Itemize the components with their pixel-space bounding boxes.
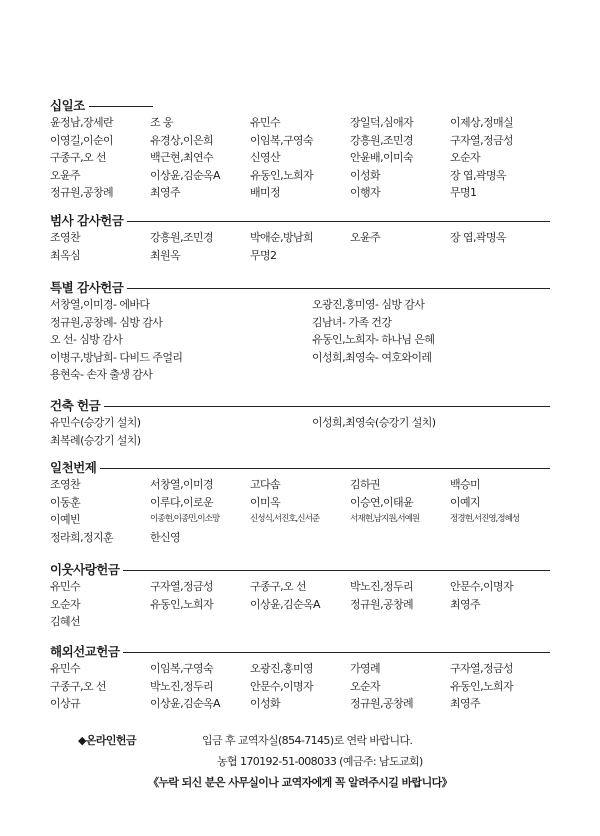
dedication-item: 최복례(승강기 설치) [50, 433, 141, 447]
name-cell: 무명1 [450, 186, 477, 199]
name-cell: 이행자 [350, 186, 381, 199]
name-cell: 정경현,서진영,정혜성 [450, 514, 520, 524]
name-grid [50, 578, 550, 631]
dedication-item: 서창열,이미경- 에바다 [50, 298, 150, 311]
title-rule [100, 468, 550, 469]
section-title: 특별 감사헌금 [50, 278, 550, 296]
name-cell: 유동인,노희자 [150, 597, 214, 611]
name-cell: 구자열,정금성 [150, 580, 214, 593]
name-cell: 이성화 [250, 697, 281, 710]
section-title: 건축 헌금 [50, 396, 550, 414]
omission-notice: 《누락 되신 분은 사무실이나 교역자에게 꼭 알려주시길 바랍니다》 [147, 776, 453, 789]
name-cell: 오윤주 [50, 168, 81, 182]
name-cell: 이종현,이종민,이소망 [150, 514, 220, 524]
name-cell: 강흥원,조민경 [350, 133, 414, 147]
name-cell: 박애순,방남희 [250, 231, 314, 244]
dedication-item: 이성희,최영숙- 여호와이레 [312, 350, 432, 364]
title-rule [123, 652, 550, 653]
name-cell: 윤정남,장세란 [50, 116, 114, 129]
name-cell: 이영길,이순이 [50, 133, 114, 147]
name-cell: 오순자 [50, 597, 81, 611]
name-cell: 가영례 [350, 662, 381, 675]
name-cell: 최옥심 [50, 248, 81, 262]
section-thousand-offering [50, 458, 550, 546]
name-cell: 오광진,홍미영 [250, 662, 314, 675]
name-cell: 오순자 [450, 151, 481, 164]
name-grid [50, 229, 550, 264]
name-cell [350, 247, 450, 265]
name-cell: 최원옥 [150, 248, 181, 262]
dedication-grid [50, 296, 550, 384]
name-cell: 이동훈 [50, 495, 81, 509]
section-title: 십일조 [50, 96, 550, 114]
name-cell: 장 엽,곽명옥 [450, 168, 506, 182]
name-cell: 이상윤,김순옥A [150, 168, 220, 182]
dedication-item: 오 선- 심방 감사 [50, 333, 123, 346]
dedication-grid [50, 414, 550, 449]
name-cell [350, 613, 450, 631]
section-title: 일천번제 [50, 458, 550, 476]
section-thanksgiving [50, 211, 550, 264]
name-cell: 유경상,이은희 [150, 133, 214, 147]
section-special-thanksgiving [50, 278, 550, 384]
name-cell: 박노진,정두리 [150, 679, 214, 693]
name-cell: 유동인,노희자 [250, 168, 314, 182]
name-cell: 오윤주 [350, 231, 381, 244]
online-offering-label: ◆온라인헌금 [78, 734, 136, 747]
name-cell: 안문수,이명자 [250, 679, 314, 693]
name-cell [450, 613, 550, 631]
name-cell: 이예지 [450, 495, 481, 509]
name-cell: 조영찬 [50, 231, 81, 244]
dedication-item: 용현숙- 손자 출생 감사 [50, 368, 153, 381]
name-cell: 조 웅 [150, 116, 173, 129]
name-cell: 한신영 [150, 530, 181, 544]
name-cell: 이승연,이태윤 [350, 495, 414, 509]
name-cell: 김혜선 [50, 615, 81, 628]
name-cell: 이미옥 [250, 495, 281, 509]
name-cell: 서재현,남지원,서예원 [350, 514, 420, 524]
name-cell: 안문수,이명자 [450, 580, 514, 593]
dedication-item [312, 366, 550, 384]
name-cell: 유민수 [50, 662, 81, 675]
name-cell: 이제상,정매실 [450, 116, 514, 129]
dedication-item [312, 432, 550, 450]
name-cell: 신영산 [250, 151, 281, 164]
title-rule [89, 106, 153, 107]
dedication-item: 이병구,방남희- 다비드 주얼리 [50, 350, 183, 364]
name-cell: 고다솜 [250, 478, 281, 491]
name-cell: 장 엽,곽명옥 [450, 231, 506, 244]
name-cell: 장일덕,심애자 [350, 116, 414, 129]
dedication-item: 김남녀- 가족 건강 [312, 315, 392, 329]
title-rule [127, 288, 550, 289]
name-cell: 강흥원,조민경 [150, 231, 214, 244]
dedication-item: 오광진,홍미영- 심방 감사 [312, 298, 425, 311]
name-cell [350, 529, 450, 547]
title-rule [123, 570, 550, 571]
name-cell: 서창열,이미경 [150, 478, 214, 491]
name-cell: 백근현,최연수 [150, 151, 214, 164]
name-grid [50, 476, 550, 546]
section-neighbor-love [50, 560, 550, 631]
dedication-item: 이성희,최영숙(승강기 설치) [312, 416, 436, 429]
name-cell: 김하권 [350, 478, 381, 491]
section-overseas-mission [50, 642, 550, 713]
name-grid [50, 114, 550, 202]
name-cell: 유동인,노희자 [450, 679, 514, 693]
name-cell: 이상윤,김순옥A [250, 597, 320, 611]
section-tithe [50, 96, 550, 202]
name-cell: 정규원,공창례 [50, 186, 114, 199]
online-offering-instructions: 입금 후 교역자실(854-7145)로 연락 바랍니다. [202, 734, 413, 747]
name-cell: 배미정 [250, 186, 281, 199]
name-cell: 최영주 [450, 597, 481, 611]
name-cell: 무명2 [250, 248, 277, 262]
name-cell: 정라희,정지훈 [50, 530, 114, 544]
name-cell: 최영주 [450, 697, 481, 710]
name-cell [250, 613, 350, 631]
name-cell: 유민수 [250, 116, 281, 129]
title-rule [127, 221, 550, 222]
name-cell [450, 247, 550, 265]
name-cell [250, 529, 350, 547]
name-cell: 최영주 [150, 186, 181, 199]
name-cell: 구종구,오 선 [50, 679, 106, 693]
section-title: 범사 감사헌금 [50, 211, 550, 229]
name-cell: 이임복,구영숙 [250, 133, 314, 147]
name-cell [150, 613, 250, 631]
name-cell: 이임복,구영숙 [150, 662, 214, 675]
name-cell: 이성화 [350, 168, 381, 182]
name-cell: 구종구,오 선 [250, 580, 306, 593]
name-cell: 오순자 [350, 679, 381, 693]
name-cell: 백승미 [450, 478, 481, 491]
dedication-item: 유민수(승강기 설치) [50, 416, 141, 429]
name-cell: 유민수 [50, 580, 81, 593]
name-cell [450, 529, 550, 547]
name-cell: 이상규 [50, 697, 81, 710]
name-cell: 조영찬 [50, 478, 81, 491]
name-cell: 이예빈 [50, 513, 81, 526]
name-cell: 구자열,정금성 [450, 133, 514, 147]
name-cell: 구종구,오 선 [50, 151, 106, 164]
name-cell: 박노진,정두리 [350, 580, 414, 593]
section-title: 이웃사랑헌금 [50, 560, 550, 578]
name-cell: 정규원,공창례 [350, 597, 414, 611]
name-cell: 안윤배,이미숙 [350, 151, 414, 164]
section-building-fund [50, 396, 550, 449]
section-title: 해외선교헌금 [50, 642, 550, 660]
bank-account: 농협 170192-51-008033 (예금주: 남도교회) [217, 755, 423, 768]
name-cell: 이상윤,김순옥A [150, 697, 220, 710]
name-cell: 이루다,이로운 [150, 495, 214, 509]
dedication-item: 정규원,공창례- 심방 감사 [50, 315, 163, 329]
name-cell: 신성식,서진호,신서준 [250, 514, 320, 524]
name-cell: 구자열,정금성 [450, 662, 514, 675]
name-grid [50, 660, 550, 713]
title-rule [104, 406, 550, 407]
dedication-item: 유동인,노희자- 하나님 은혜 [312, 333, 435, 346]
name-cell: 정규원,공창례 [350, 697, 414, 710]
